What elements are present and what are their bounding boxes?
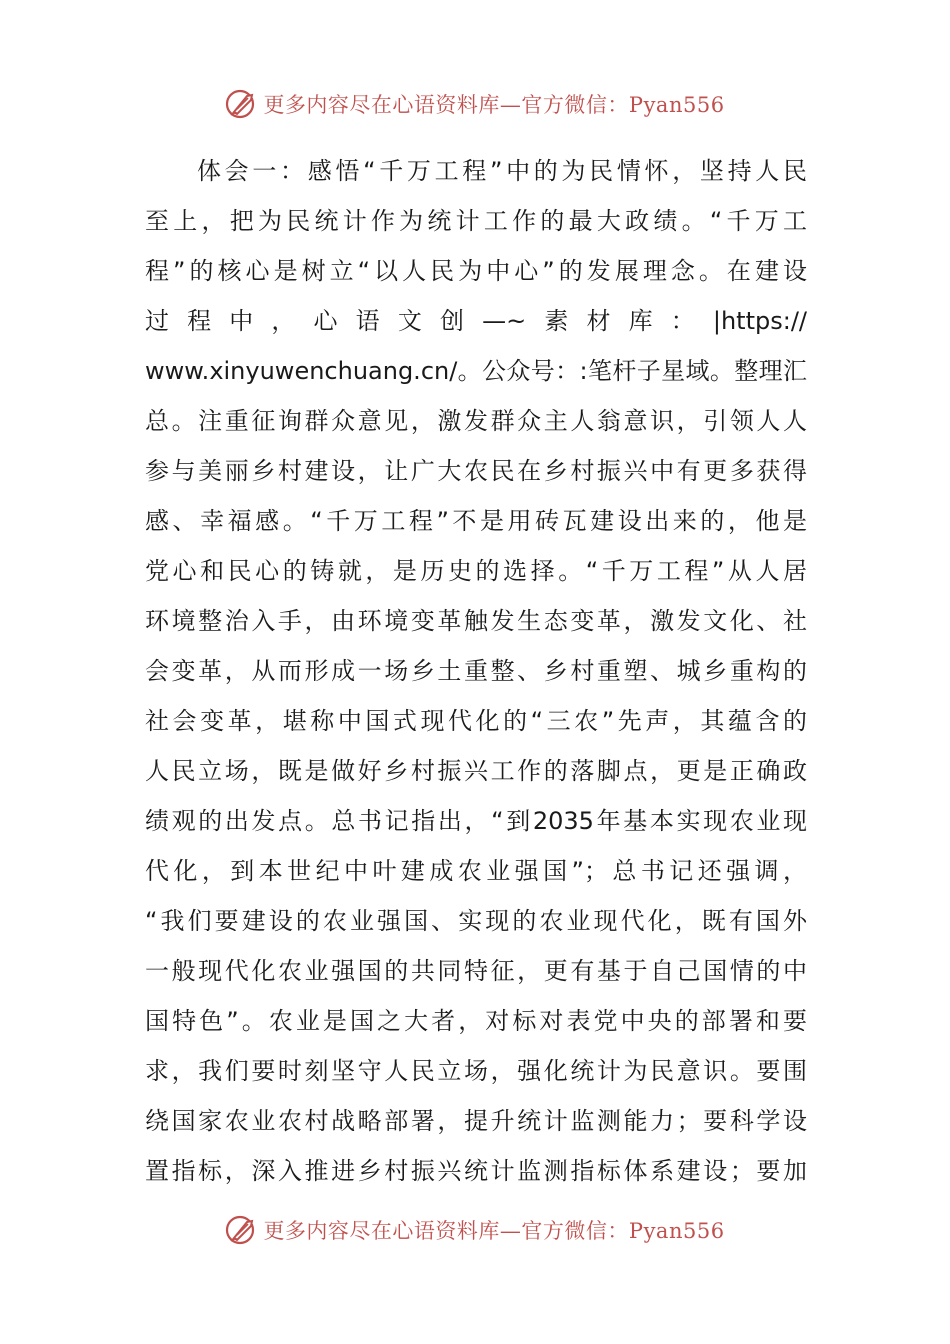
body-line: 国特色”。农业是国之大者，对标对表党中央的部署和要 (145, 1007, 807, 1035)
body-line: 至上，把为民统计作为统计工作的最大政绩。“千万工 (145, 207, 807, 235)
body-line: www.xinyuwenchuang.cn/。公众号：:笔杆子星域。整理汇 (145, 357, 807, 385)
body-line: 环境整治入手，由环境变革触发生态变革，激发文化、社 (145, 607, 807, 635)
body-line: 感、幸福感。“千万工程”不是用砖瓦建设出来的，他是 (145, 507, 807, 535)
document-body (145, 146, 807, 1196)
banner-text: 更多内容尽在心语资料库—官方微信：Pyan556 (263, 1219, 725, 1243)
body-line: 置指标，深入推进乡村振兴统计监测指标体系建设；要加 (145, 1157, 807, 1185)
body-line: 求，我们要时刻坚守人民立场，强化统计为民意识。要围 (145, 1057, 807, 1085)
body-line: 总。注重征询群众意见，激发群众主人翁意识，引领人人 (145, 407, 807, 435)
footer-banner (0, 1210, 950, 1250)
body-line: 党心和民心的铸就，是历史的选择。“千万工程”从人居 (145, 557, 807, 585)
body-line: 绩观的出发点。总书记指出，“到2035年基本实现农业现 (145, 807, 807, 835)
body-line: 一般现代化农业强国的共同特征，更有基于自己国情的中 (145, 957, 807, 985)
body-line: 会变革，从而形成一场乡土重整、乡村重塑、城乡重构的 (145, 657, 807, 685)
banner-text: 更多内容尽在心语资料库—官方微信：Pyan556 (263, 93, 725, 117)
body-line: 社会变革，堪称中国式现代化的“三农”先声，其蕴含的 (145, 707, 807, 735)
body-line: “我们要建设的农业强国、实现的农业现代化，既有国外 (145, 907, 807, 935)
pen-nib-logo-icon (225, 87, 259, 121)
pen-nib-logo-icon (225, 1213, 259, 1247)
body-line: 人民立场，既是做好乡村振兴工作的落脚点，更是正确政 (145, 757, 807, 785)
body-line: 程”的核心是树立“以人民为中心”的发展理念。在建设 (145, 257, 807, 285)
body-line: 代化，到本世纪中叶建成农业强国”；总书记还强调， (145, 857, 807, 885)
body-line: 绕国家农业农村战略部署，提升统计监测能力；要科学设 (145, 1107, 807, 1135)
body-line: 过程中，心语文创—~素材库：|https:// (145, 307, 807, 335)
body-line: 体会一：感悟“千万工程”中的为民情怀，坚持人民 (197, 157, 807, 185)
body-line: 参与美丽乡村建设，让广大农民在乡村振兴中有更多获得 (145, 457, 807, 485)
header-banner (0, 84, 950, 124)
